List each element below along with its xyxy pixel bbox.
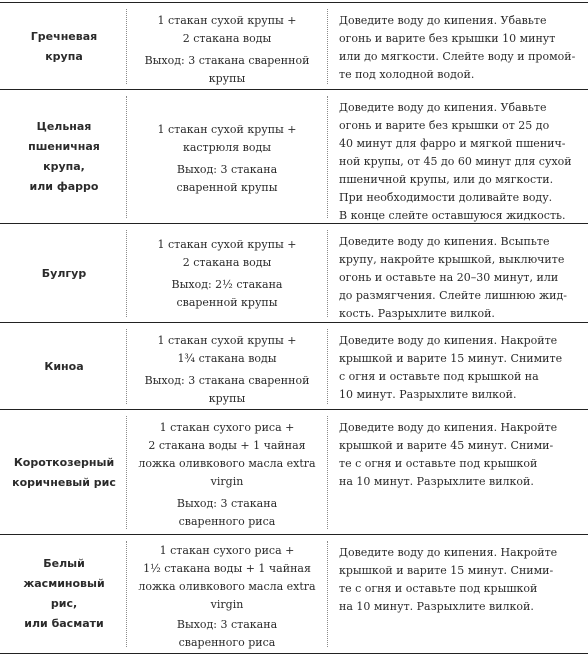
yield-line: Выход: 3 стакана [176,163,278,176]
yield-line: крупы [208,392,246,405]
cooking-method [339,419,577,491]
cooking-method [339,99,577,225]
grain-amount [132,419,322,531]
table-row [0,409,588,535]
column-divider [327,9,328,84]
yield-line: Выход: 3 стакана сваренной [144,374,310,387]
column-divider [126,9,127,84]
method-line: крышкой и варите 45 минут. Сними- [339,439,554,452]
column-divider [327,230,328,317]
grain-name-line: или басмати [24,617,104,630]
grain-name-line: крупа [45,49,83,63]
method-line: 10 минут. Разрыхлите вилкой. [339,388,517,401]
method-line: крышкой и варите 15 минут. Сними- [339,564,554,577]
amount-line: ложка оливкового масла extra [138,580,316,593]
grain-name [10,224,118,323]
table-row [0,322,588,410]
cooking-method [339,332,577,404]
amount-line: 2 стакана воды [182,32,272,45]
grain-name-line: Короткозерный [13,455,115,469]
amount-line: ложка оливкового масла extra [138,457,316,470]
method-line: огонь и варите без крышки 10 минут [339,32,556,45]
grain-yield [132,52,322,88]
grain-amount [132,121,322,197]
grain-amount [132,12,322,88]
grain-name-line: Белый [43,557,85,570]
method-line: на 10 минут. Разрыхлите вилкой. [339,600,534,613]
grain-name [10,3,118,90]
method-line: Доведите воду до кипения. Убавьте [339,101,547,114]
yield-line: Выход: 3 стакана [176,497,278,510]
amount-line: virgin [210,475,244,488]
method-line: Доведите воду до кипения. Накройте [339,334,558,347]
grain-name [10,410,118,535]
amount-line: 1¾ стакана воды [177,352,277,365]
column-divider [327,96,328,218]
amount-line: 1 стакан сухой крупы + [157,238,297,251]
method-line: на 10 минут. Разрыхлите вилкой. [339,475,534,488]
grain-name-line: Булгур [41,266,87,280]
method-line: При необходимости доливайте воду. [339,191,553,204]
grain-name-line: Цельная [36,120,92,133]
method-line: крупу, накройте крышкой, выключите [339,253,565,266]
column-divider [327,541,328,647]
amount-line: 1 стакан сухой крупы + [157,14,297,27]
table-row [0,534,588,654]
yield-line: сваренного риса [178,636,276,649]
amount-line: 1 стакан сухой крупы + [157,334,297,347]
grain-yield [132,495,322,531]
column-divider [126,541,127,647]
method-line: крышкой и варите 15 минут. Снимите [339,352,563,365]
amount-line: кастрюля воды [182,141,272,154]
table-row [0,223,588,323]
grain-name-line: или фарро [29,180,99,193]
amount-line: virgin [210,598,244,611]
method-line: те под холодной водой. [339,68,475,81]
yield-line: Выход: 2½ стакана [171,278,283,291]
method-line: до размягчения. Слейте лишнюю жид- [339,289,567,302]
method-line: те с огня и оставьте под крышкой [339,582,538,595]
grain-amount [132,236,322,312]
method-line: Доведите воду до кипения. Накройте [339,546,558,559]
method-line: В конце слейте оставшуюся жидкость. [339,209,566,222]
method-line: огонь и варите без крышки от 25 до [339,119,550,132]
method-line: с огня и оставьте под крышкой на [339,370,539,383]
column-divider [327,329,328,404]
yield-line: сваренной крупы [176,296,278,309]
amount-line: 2 стакана воды [182,256,272,269]
column-divider [327,416,328,529]
method-line: ной крупы, от 45 до 60 минут для сухой [339,155,572,168]
method-line: или до мягкости. Слейте воду и промой- [339,50,576,63]
column-divider [126,416,127,529]
yield-line: сваренного риса [178,515,276,528]
grain-name-line: Гречневая [30,29,98,43]
amount-line: 2 стакана воды + 1 чайная [148,439,306,452]
method-line: Доведите воду до кипения. Всыпьте [339,235,550,248]
amount-line: 1½ стакана воды + 1 чайная [143,562,311,575]
cooking-method [339,12,577,84]
grain-amount [132,332,322,408]
method-line: Доведите воду до кипения. Убавьте [339,14,547,27]
grain-name [10,535,118,653]
column-divider [126,329,127,404]
grain-yield [132,372,322,408]
grain-name [10,90,118,224]
method-line: кость. Разрыхлите вилкой. [339,307,495,320]
method-line: огонь и оставьте на 20–30 минут, или [339,271,559,284]
method-line: Доведите воду до кипения. Накройте [339,421,558,434]
grain-name-line: Киноа [44,359,84,373]
method-line: пшеничной крупы, или до мягкости. [339,173,554,186]
grain-name-line: коричневый рис [12,475,116,489]
method-line: те с огня и оставьте под крышкой [339,457,538,470]
yield-line: крупы [208,72,246,85]
amount-line: 1 стакан сухой крупы + [157,123,297,136]
column-divider [126,230,127,317]
grain-yield [132,616,322,652]
table-row [0,89,588,224]
cooking-method [339,233,577,323]
grain-amount [132,542,322,652]
table-row [0,2,588,90]
yield-line: сваренной крупы [176,181,278,194]
yield-line: Выход: 3 стакана сваренной [144,54,310,67]
yield-line: Выход: 3 стакана [176,618,278,631]
grain-yield [132,276,322,312]
grain-name [10,323,118,410]
column-divider [126,96,127,218]
grain-yield [132,161,322,197]
grain-name-line: жасминовый рис, [23,577,105,610]
method-line: 40 минут для фарро и мягкой пшенич- [339,137,566,150]
amount-line: 1 стакан сухого риса + [159,421,295,434]
cooking-method [339,544,577,616]
grain-name-line: пшеничная крупа, [28,140,100,173]
amount-line: 1 стакан сухого риса + [159,544,295,557]
